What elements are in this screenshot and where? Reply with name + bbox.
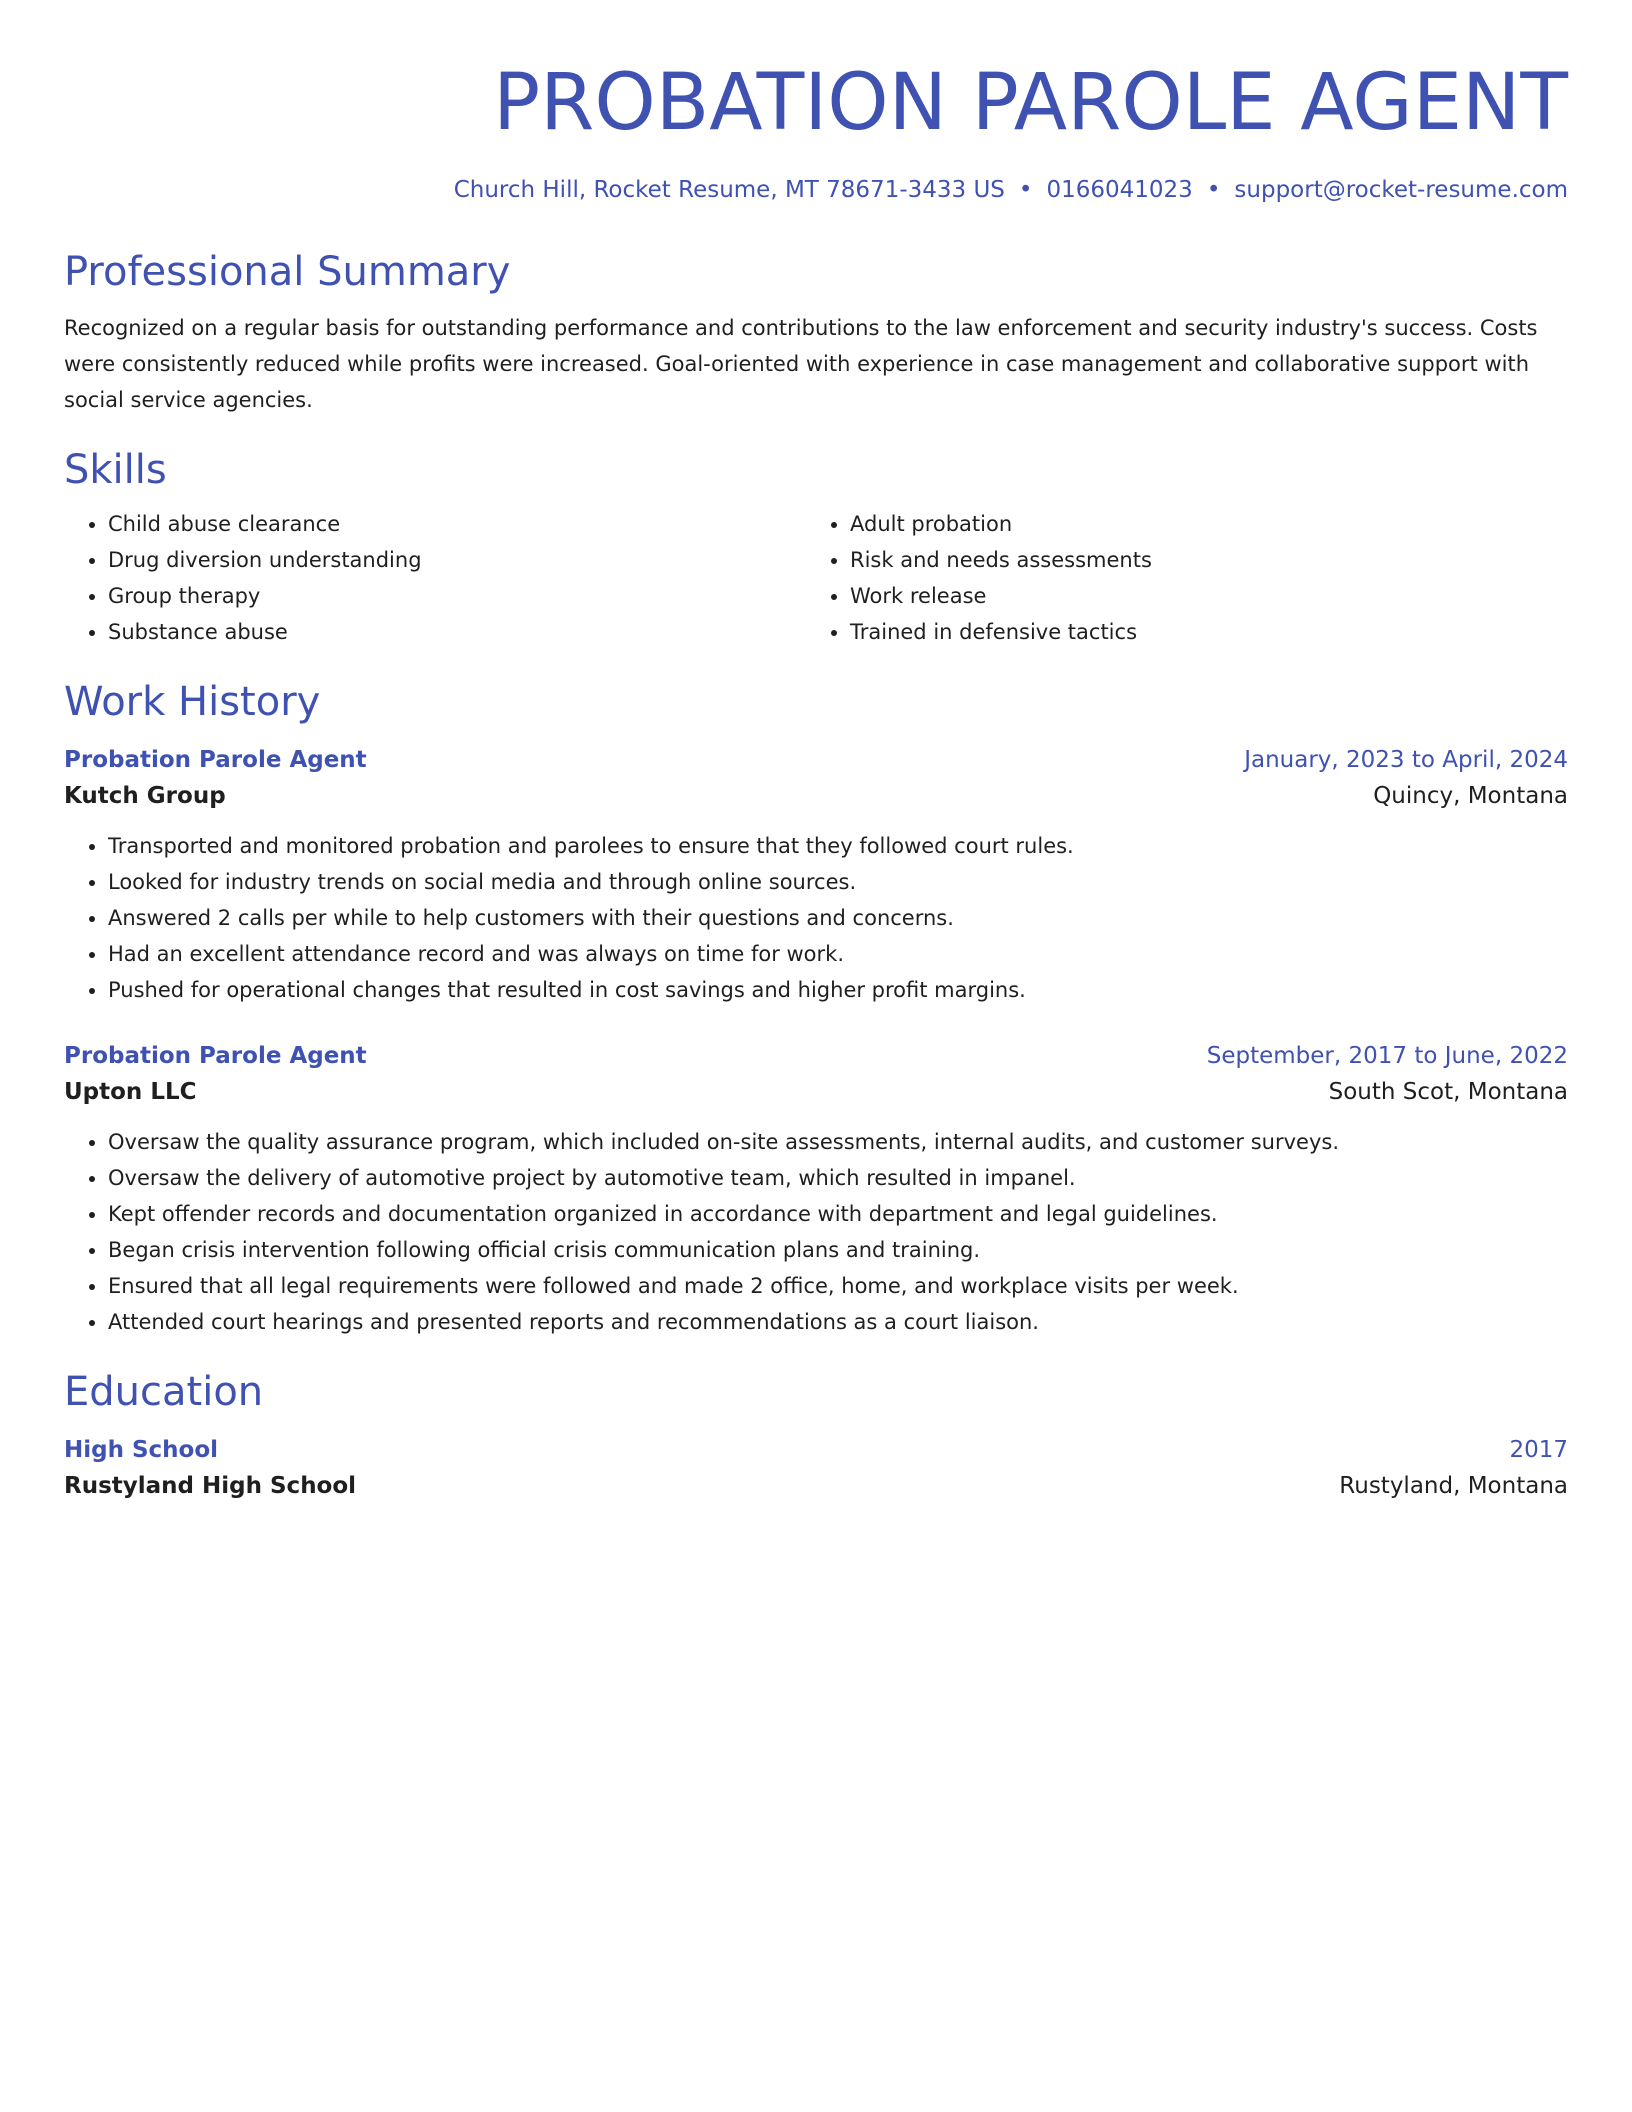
education-subheader	[64, 1468, 1568, 1504]
contact-address: Church Hill, Rocket Resume, MT 78671-3433 US	[453, 177, 1005, 203]
job-entry	[64, 742, 1568, 1008]
job-dates: September, 2017 to June, 2022	[1206, 1043, 1568, 1069]
job-bullet: • Transported and monitored probation and parolees to ensure that they followed court rules.	[108, 828, 1568, 864]
skill-item: • Child abuse clearance	[108, 506, 806, 542]
skill-item: • Drug diversion understanding	[108, 542, 806, 578]
job-bullet: • Looked for industry trends on social media and through online sources.	[108, 864, 1568, 900]
skills-list	[64, 506, 1568, 650]
summary-text: Recognized on a regular basis for outstanding performance and contributions to the law enforcement and security industry's success. Costs were consistently reduced while profits were increased. Goal-oriented with experience in case management and collaborative support with social service agencies.	[64, 316, 1538, 412]
company-name: Upton LLC	[64, 1079, 197, 1105]
job-header	[64, 1038, 1568, 1074]
job-bullet: • Oversaw the delivery of automotive project by automotive team, which resulted in impanel.	[108, 1160, 1568, 1196]
job-dates: January, 2023 to April, 2024	[1244, 747, 1568, 773]
job-subheader	[64, 778, 1568, 814]
contact-separator: •	[1206, 177, 1221, 203]
contact-email: support@rocket-resume.com	[1234, 177, 1568, 203]
job-bullet: • Pushed for operational changes that resulted in cost savings and higher profit margins.	[108, 972, 1568, 1008]
skill-item: • Risk and needs assessments	[850, 542, 1548, 578]
skill-item: • Trained in defensive tactics	[850, 614, 1548, 650]
job-bullet: • Oversaw the quality assurance program, which included on-site assessments, internal audits, and customer surveys.	[108, 1124, 1568, 1160]
job-title: Probation Parole Agent	[64, 1043, 367, 1069]
skill-item: • Adult probation	[850, 506, 1548, 542]
school-name: Rustyland High School	[64, 1473, 357, 1499]
job-bullet: • Attended court hearings and presented reports and recommendations as a court liaison.	[108, 1304, 1568, 1340]
job-location: South Scot, Montana	[1328, 1079, 1568, 1105]
job-bullet: • Answered 2 calls per while to help customers with their questions and concerns.	[108, 900, 1568, 936]
job-title: Probation Parole Agent	[64, 747, 367, 773]
work-history-heading: Work History	[64, 679, 321, 725]
education-header	[64, 1432, 1568, 1468]
graduation-year: 2017	[1509, 1437, 1568, 1463]
skills-column-right	[806, 506, 1548, 650]
summary-heading: Professional Summary	[64, 249, 511, 295]
contact-line	[64, 174, 1568, 206]
job-bullets	[64, 1124, 1568, 1340]
job-entry	[64, 1038, 1568, 1340]
skill-item: • Work release	[850, 578, 1548, 614]
school-location: Rustyland, Montana	[1339, 1473, 1568, 1499]
job-location: Quincy, Montana	[1373, 783, 1568, 809]
skill-item: • Substance abuse	[108, 614, 806, 650]
contact-separator: •	[1018, 177, 1033, 203]
education-heading: Education	[64, 1369, 264, 1415]
contact-phone: 0166041023	[1046, 177, 1193, 203]
candidate-name: PROBATION PAROLE AGENT	[493, 58, 1568, 148]
job-bullet: • Kept offender records and documentation organized in accordance with department and legal guidelines.	[108, 1196, 1568, 1232]
job-bullets	[64, 828, 1568, 1008]
degree: High School	[64, 1437, 219, 1463]
job-bullet: • Began crisis intervention following official crisis communication plans and training.	[108, 1232, 1568, 1268]
skills-column-left	[64, 506, 806, 650]
job-bullet: • Ensured that all legal requirements were followed and made 2 office, home, and workplace visits per week.	[108, 1268, 1568, 1304]
skills-heading: Skills	[64, 447, 167, 493]
job-subheader	[64, 1074, 1568, 1110]
job-bullet: • Had an excellent attendance record and was always on time for work.	[108, 936, 1568, 972]
company-name: Kutch Group	[64, 783, 226, 809]
resume-page	[64, 0, 1568, 1504]
education-entry	[64, 1432, 1568, 1504]
skill-item: • Group therapy	[108, 578, 806, 614]
job-header	[64, 742, 1568, 778]
